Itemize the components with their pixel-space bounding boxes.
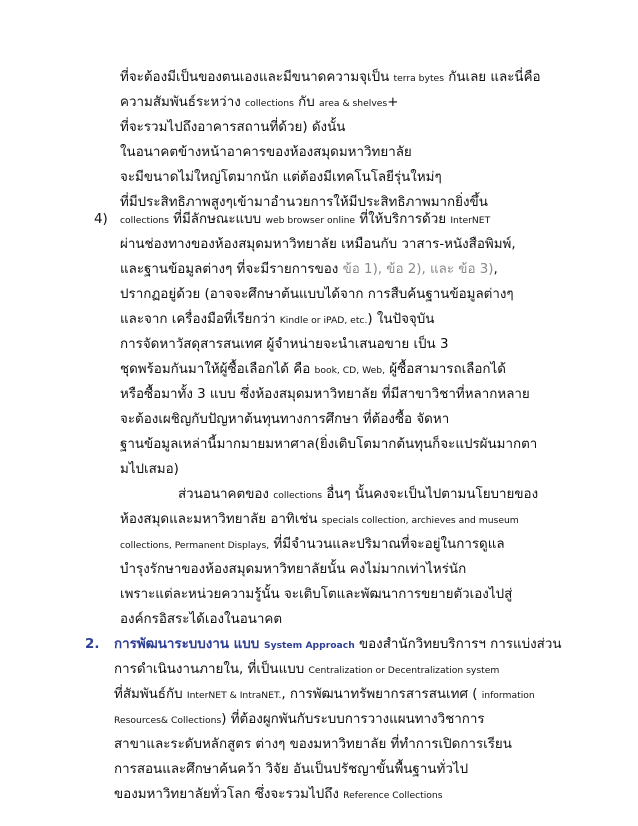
item-4-line-4: ปรากฏอยู่ด้วย (อาจจะศึกษาต้นแบบได้จาก การสืบค้นฐานข้อมูลต่างๆ <box>120 287 514 302</box>
paragraph-b-line-5: เพราะแต่ละหน่วยความรู้นั้น จะเติบโตและพัฒนาการขยายตัวเองไปสู่ <box>120 587 513 602</box>
item-4-marker: 4) <box>94 212 108 227</box>
paragraph-b-line-2: ห้องสมุดและมหาวิทยาลัย อาทิเช่น specials collection, archieves and museum <box>120 512 519 527</box>
item-4-line-6: การจัดหาวัสดุสารสนเทศ ผู้จำหน่ายจะนำเสนอขาย เป็น 3 <box>120 337 449 352</box>
item-2-line-6: การสอนและศึกษาค้นคว้า วิจัย อันเป็นปรัชญาขั้นพื้นฐานทั่วไป <box>114 762 469 777</box>
paragraph-b-line-1: ส่วนอนาคตของ collections อื่นๆ นั้นคงจะเป็นไปตามนโยบายของ <box>178 487 539 502</box>
item-2-marker: 2. <box>85 637 100 652</box>
item-4-line-7: ชุดพร้อมกันมาให้ผู้ซื้อเลือกได้ คือ book, CD, Web, ผู้ซื้อสามารถเลือกได้ <box>120 362 506 377</box>
paragraph-a-line-6: ที่มีประสิทธิภาพสูงๆเข้ามาอำนวยการให้มีประสิทธิภาพมากยิ่งขึ้น <box>120 195 488 210</box>
item-4-line-5: และจาก เครื่องมือที่เรียกว่า Kindle or iPAD, etc.) ในปัจจุบัน <box>120 312 435 327</box>
item-4-line-3: และฐานข้อมูลต่างๆ ที่จะมีรายการของ ข้อ 1), ข้อ 2), และ ข้อ 3), <box>120 262 498 277</box>
item-2-line-7: ของมหาวิทยาลัยทั่วโลก ซึ่งจะรวมไปถึง Reference Collections <box>114 787 443 802</box>
paragraph-a-line-4: ในอนาคตข้างหน้าอาคารของห้องสมุดมหาวิทยาลัย <box>120 145 412 160</box>
item-4-line-8: หรือซื้อมาทั้ง 3 แบบ ซึ่งห้องสมุดมหาวิทยาลัย ที่มีสาขาวิชาที่หลากหลาย <box>120 387 530 402</box>
paragraph-b-line-3: collections, Permanent Displays, ที่มีจำนวนและปริมาณที่จะอยู่ในการดูแล <box>120 537 505 552</box>
paragraph-a-line-2: ความสัมพันธ์ระหว่าง collections กับ area & shelves+ <box>120 95 399 110</box>
item-4-line-1: collections ที่มีลักษณะแบบ web browser online ที่ให้บริการด้วย InterNET <box>120 212 491 227</box>
paragraph-a-line-1: ที่จะต้องมีเป็นของตนเองและมีขนาดความจุเป็น terra bytes กันเลย และนี่คือ <box>120 70 541 85</box>
item-4-line-2: ผ่านช่องทางของห้องสมุดมหาวิทยาลัย เหมือนกับ วาสาร-หนังสือพิมพ์, <box>120 237 516 252</box>
item-4-line-11: มไปเสมอ) <box>120 462 179 477</box>
paragraph-b-line-6: องค์กรอิสระได้เองในอนาคต <box>120 612 283 627</box>
paragraph-a-line-3: ที่จะรวมไปถึงอาคารสถานที่ด้วย) ดังนั้น <box>120 120 346 135</box>
item-2-line-5: สาขาและระดับหลักสูตร ต่างๆ ของมหาวิทยาลัย ที่ทำการเปิดการเรียน <box>114 737 512 752</box>
paragraph-b-line-4: บำรุงรักษาของห้องสมุดมหาวิทยาลัยนั้น คงไม่มากเท่าไหร่นัก <box>120 562 467 577</box>
item-4-line-9: จะต้องเผชิญกับปัญหาต้นทุนทางการศึกษา ที่ต้องซื้อ จัดหา <box>120 412 450 427</box>
item-2-line-1: การพัฒนาระบบงาน แบบ System Approach ของสำนักวิทยบริการฯ การแบ่งส่วน <box>114 637 562 652</box>
item-2-line-3: ที่สัมพันธ์กับ InterNET & IntraNET., การพัฒนาทรัพยากรสารสนเทศ ( information <box>114 687 535 702</box>
item-4-line-10: ฐานข้อมูลเหล่านี้มากมายมหาศาล(ยิ่งเติบโตมากต้นทุนก็จะแปรผันมากตา <box>120 437 538 452</box>
paragraph-a-line-5: จะมีขนาดไม่ใหญ่โตมากนัก แต่ต้องมีเทคโนโลยีรุ่นใหม่ๆ <box>120 170 442 185</box>
item-2-line-2: การดำเนินงานภายใน, ที่เป็นแบบ Centralization or Decentralization system <box>114 662 500 677</box>
item-2-line-4: Resources& Collections) ที่ต้องผูกพันกับระบบการวางแผนทางวิชาการ <box>114 712 485 727</box>
